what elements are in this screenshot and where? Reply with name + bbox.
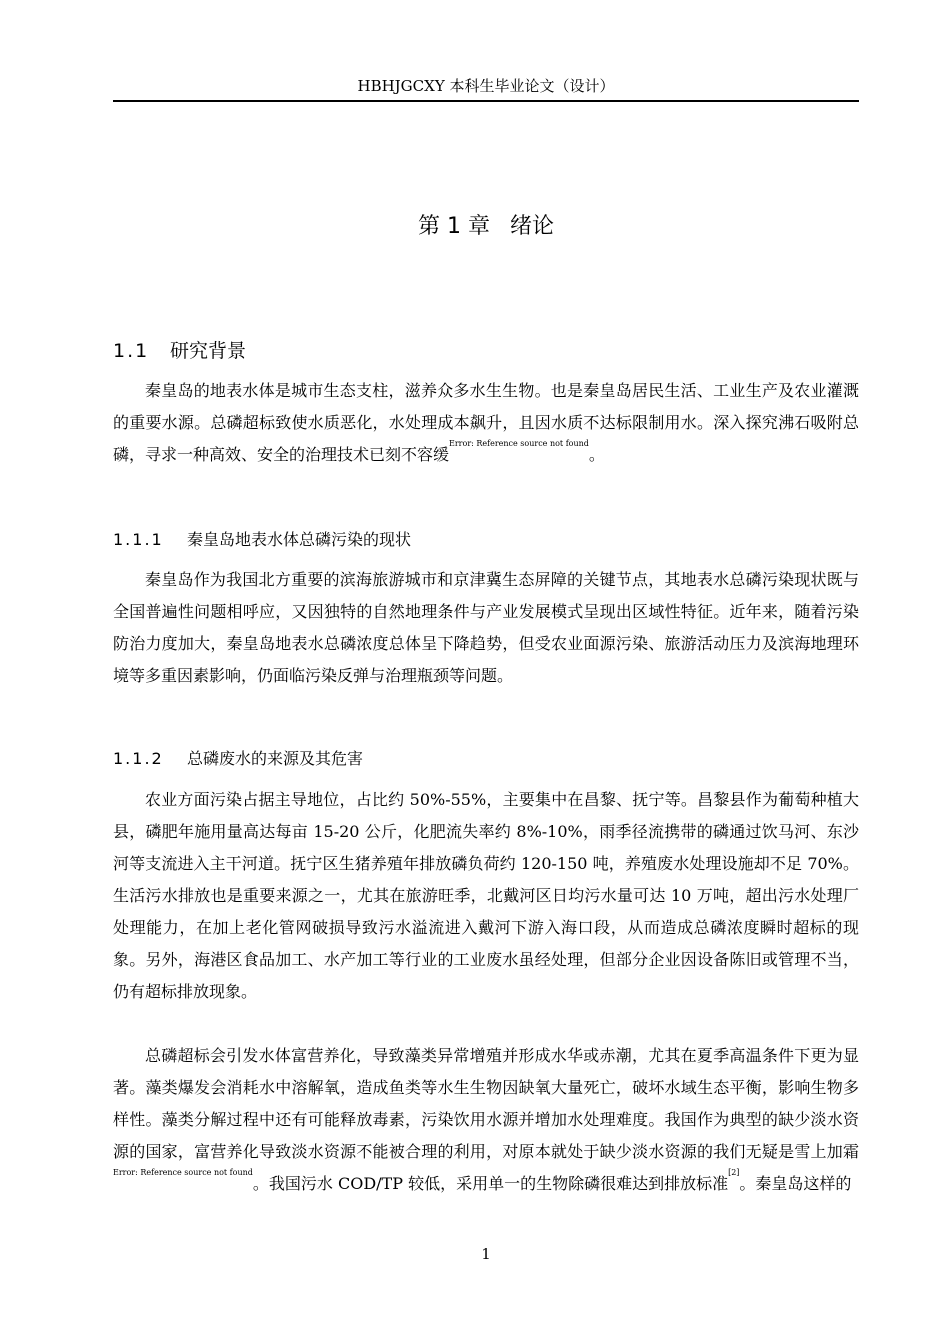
- chapter-title: 绪论: [509, 214, 554, 239]
- section-heading-1-1: [113, 338, 246, 364]
- section-title: 研究背景: [170, 340, 247, 362]
- section-heading-1-1-1: [113, 529, 411, 551]
- chapter-number: 第 1 章: [418, 214, 490, 239]
- running-header: HBHJGCXY 本科生毕业论文（设计）: [357, 77, 615, 95]
- paragraph-hazards: 总磷超标会引发水体富营养化，导致藻类异常增殖并形成水华或赤潮，尤其在夏季高温条件下更为显著。藻类爆发会消耗水中溶解氧，造成鱼类等水生生物因缺氧大量死亡，破坏水域生态平衡，影响生物多样性。藻类分解过程中还有可能释放毒素，污染饮用水源并增加水处理难度。我国作为典型的缺少淡水资源的国家，富营养化导致淡水资源不能被合理的利用，对原本就处于缺少淡水资源的我们无疑是雪上加霜$^{Error: Reference source not found}$。我国污水 COD/TP 较低，采用单一的生物除磷很难达到排放标准[2]。秦皇岛这样的: [113, 1046, 859, 1193]
- section-title: 总磷废水的来源及其危害: [187, 749, 364, 768]
- paragraph-text: 秦皇岛作为我国北方重要的滨海旅游城市和京津冀生态屏障的关键节点，其地表水总磷污染现状既与全国普遍性问题相呼应，又因独特的自然地理条件与产业发展模式呈现出区域性特征。近年来，随着污染防治力度加大，秦皇岛地表水总磷浓度总体呈下降趋势，但受农业面源污染、旅游活动压力及滨海地理环境等多重因素影响，仍面临污染反弹与治理瓶颈等问题。: [113, 570, 859, 685]
- section-number: 1.1.1: [113, 530, 164, 549]
- reference-mark: [2]: [728, 1168, 740, 1177]
- page-number: 1: [481, 1245, 491, 1263]
- citation-error: Error: Reference source not found: [113, 1168, 253, 1177]
- section-number: 1.1.2: [113, 749, 164, 768]
- paragraph-text: 秦皇岛的地表水体是城市生态支柱，滋养众多水生生物。也是秦皇岛居民生活、工业生产及农业灌溉的重要水源。总磷超标致使水质恶化，水处理成本飙升，且因水质不达标限制用水。深入探究沸石吸附总磷，寻求一种高效、安全的治理技术已刻不容缓: [113, 381, 859, 464]
- paragraph-text: 农业方面污染占据主导地位，占比约 50%-55%，主要集中在昌黎、抚宁等。昌黎县作为葡萄种植大县，磷肥年施用量高达每亩 15-20 公斤，化肥流失率约 8%-10%，雨季径流携带的磷通过饮马河、东沙河等支流进入主干河道。抚宁区生猪养殖年排放磷负荷约 120-150 吨，养殖废水处理设施却不足 70%。生活污水排放也是重要来源之一，尤其在旅游旺季，北戴河区日均污水量可达 10 万吨，超出污水处理厂处理能力，在加上老化管网破损导致污水溢流进入戴河下游入海口段，从而造成总磷浓度瞬时超标的现象。另外，海港区食品加工、水产加工等行业的工业废水虽经处理，但部分企业因设备陈旧或管理不当，仍有超标排放现象。: [113, 790, 859, 1001]
- paragraph-status: [113, 564, 859, 692]
- chapter-heading: [113, 212, 859, 242]
- paragraph-text: 总磷超标会引发水体富营养化，导致藻类异常增殖并形成水华或赤潮，尤其在夏季高温条件下更为显著。藻类爆发会消耗水中溶解氧，造成鱼类等水生生物因缺氧大量死亡，破坏水域生态平衡，影响生物多样性。藻类分解过程中还有可能释放毒素，污染饮用水源并增加水处理难度。我国作为典型的缺少淡水资源的国家，富营养化导致淡水资源不能被合理的利用，对原本就处于缺少淡水资源的我们无疑是雪上加霜: [113, 1046, 859, 1161]
- citation-error: Error: Reference source not found: [449, 439, 589, 448]
- paragraph-background: 秦皇岛的地表水体是城市生态支柱，滋养众多水生生物。也是秦皇岛居民生活、工业生产及农业灌溉的重要水源。总磷超标致使水质恶化，水处理成本飙升，且因水质不达标限制用水。深入探究沸石吸附总磷，寻求一种高效、安全的治理技术已刻不容缓$^{Error: Reference source not found}$。: [113, 381, 859, 464]
- section-number: 1.1: [113, 340, 150, 362]
- section-heading-1-1-2: [113, 748, 363, 770]
- header-rule: [113, 100, 859, 102]
- paragraph-sources: [113, 784, 859, 1008]
- section-title: 秦皇岛地表水体总磷污染的现状: [187, 530, 412, 549]
